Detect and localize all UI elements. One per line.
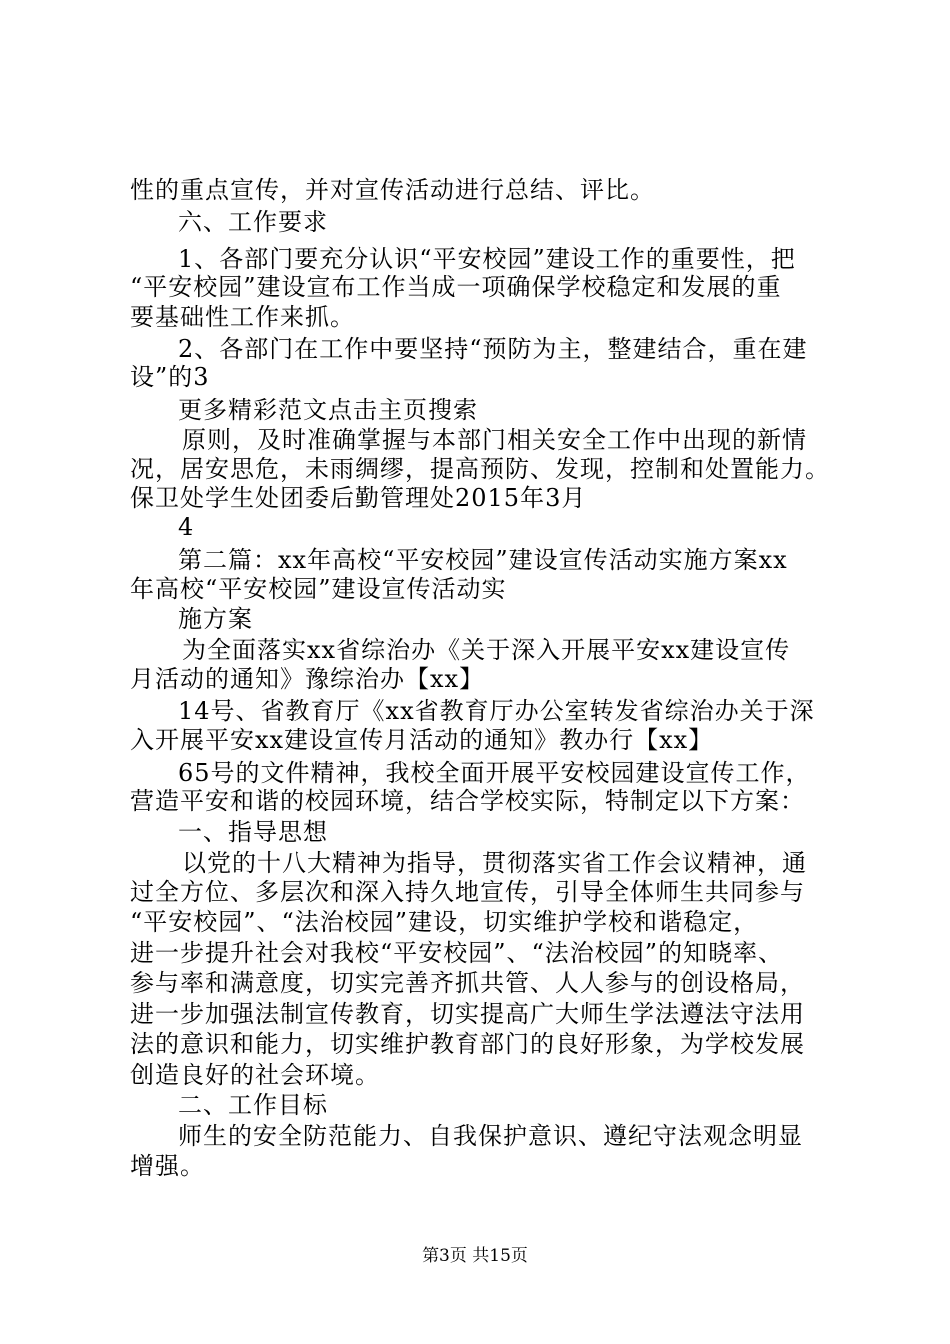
text-line: 进一步提升社会对我校“平安校园”、“法治校园”的知晓率、: [130, 939, 784, 967]
text-line: 过全方位、多层次和深入持久地宣传，引导全体师生共同参与: [130, 878, 805, 906]
text-line: 参与率和满意度，切实完善齐抓共管、人人参与的创设格局，: [130, 969, 805, 997]
section-heading: 六、工作要求: [178, 208, 328, 236]
text-line: “平安校园”建设宣布工作当成一项确保学校稳定和发展的重: [130, 273, 782, 301]
text-line: 设”的3: [130, 363, 210, 391]
text-line: 入开展平安xx建设宣传月活动的通知》教办行【xx】: [130, 726, 714, 754]
section-heading: 一、指导思想: [178, 818, 328, 846]
text-line: 要基础性工作来抓。: [130, 303, 355, 331]
text-line: 更多精彩范文点击主页搜索: [178, 396, 478, 424]
page-footer: 第3页 共15页: [422, 1246, 528, 1266]
text-line: 法的意识和能力，切实维护教育部门的良好形象，为学校发展: [130, 1030, 805, 1058]
chapter-title: 年高校“平安校园”建设宣传活动实: [130, 575, 507, 603]
signature-line: 保卫处学生处团委后勤管理处2015年3月: [130, 484, 587, 512]
text-line: 性的重点宣传，并对宣传活动进行总结、评比。: [130, 176, 655, 204]
text-line: 14号、省教育厅《xx省教育厅办公室转发省综治办关于深: [178, 697, 815, 725]
text-line: 2、各部门在工作中要坚持“预防为主，整建结合，重在建: [178, 335, 808, 363]
text-line: 为全面落实xx省综治办《关于深入开展平安xx建设宣传: [182, 636, 791, 664]
section-heading: 二、工作目标: [178, 1091, 328, 1119]
text-line: 原则，及时准确掌握与本部门相关安全工作中出现的新情: [182, 426, 807, 454]
text-line: 创造良好的社会环境。: [130, 1061, 380, 1089]
text-line: 况，居安思危，未雨绸缪，提高预防、发现，控制和处置能力。: [130, 455, 830, 483]
text-line: “平安校园”、“法治校园”建设，切实维护学校和谐稳定，: [130, 908, 759, 936]
chapter-title: 第二篇：xx年高校“平安校园”建设宣传活动实施方案xx: [178, 546, 788, 574]
text-line: 65号的文件精神，我校全面开展平安校园建设宣传工作，: [178, 759, 811, 787]
text-line: 月活动的通知》豫综治办【xx】: [130, 665, 485, 693]
page-number-inline: 4: [178, 513, 195, 541]
chapter-title: 施方案: [178, 605, 253, 633]
text-line: 以党的十八大精神为指导，贯彻落实省工作会议精神，通: [182, 849, 807, 877]
text-line: 1、各部门要充分认识“平安校园”建设工作的重要性，把: [178, 245, 796, 273]
text-line: 增强。: [130, 1152, 205, 1180]
text-line: 进一步加强法制宣传教育，切实提高广大师生学法遵法守法用: [130, 1000, 805, 1028]
text-line: 营造平安和谐的校园环境，结合学校实际，特制定以下方案：: [130, 787, 805, 815]
text-line: 师生的安全防范能力、自我保护意识、遵纪守法观念明显: [178, 1122, 803, 1150]
